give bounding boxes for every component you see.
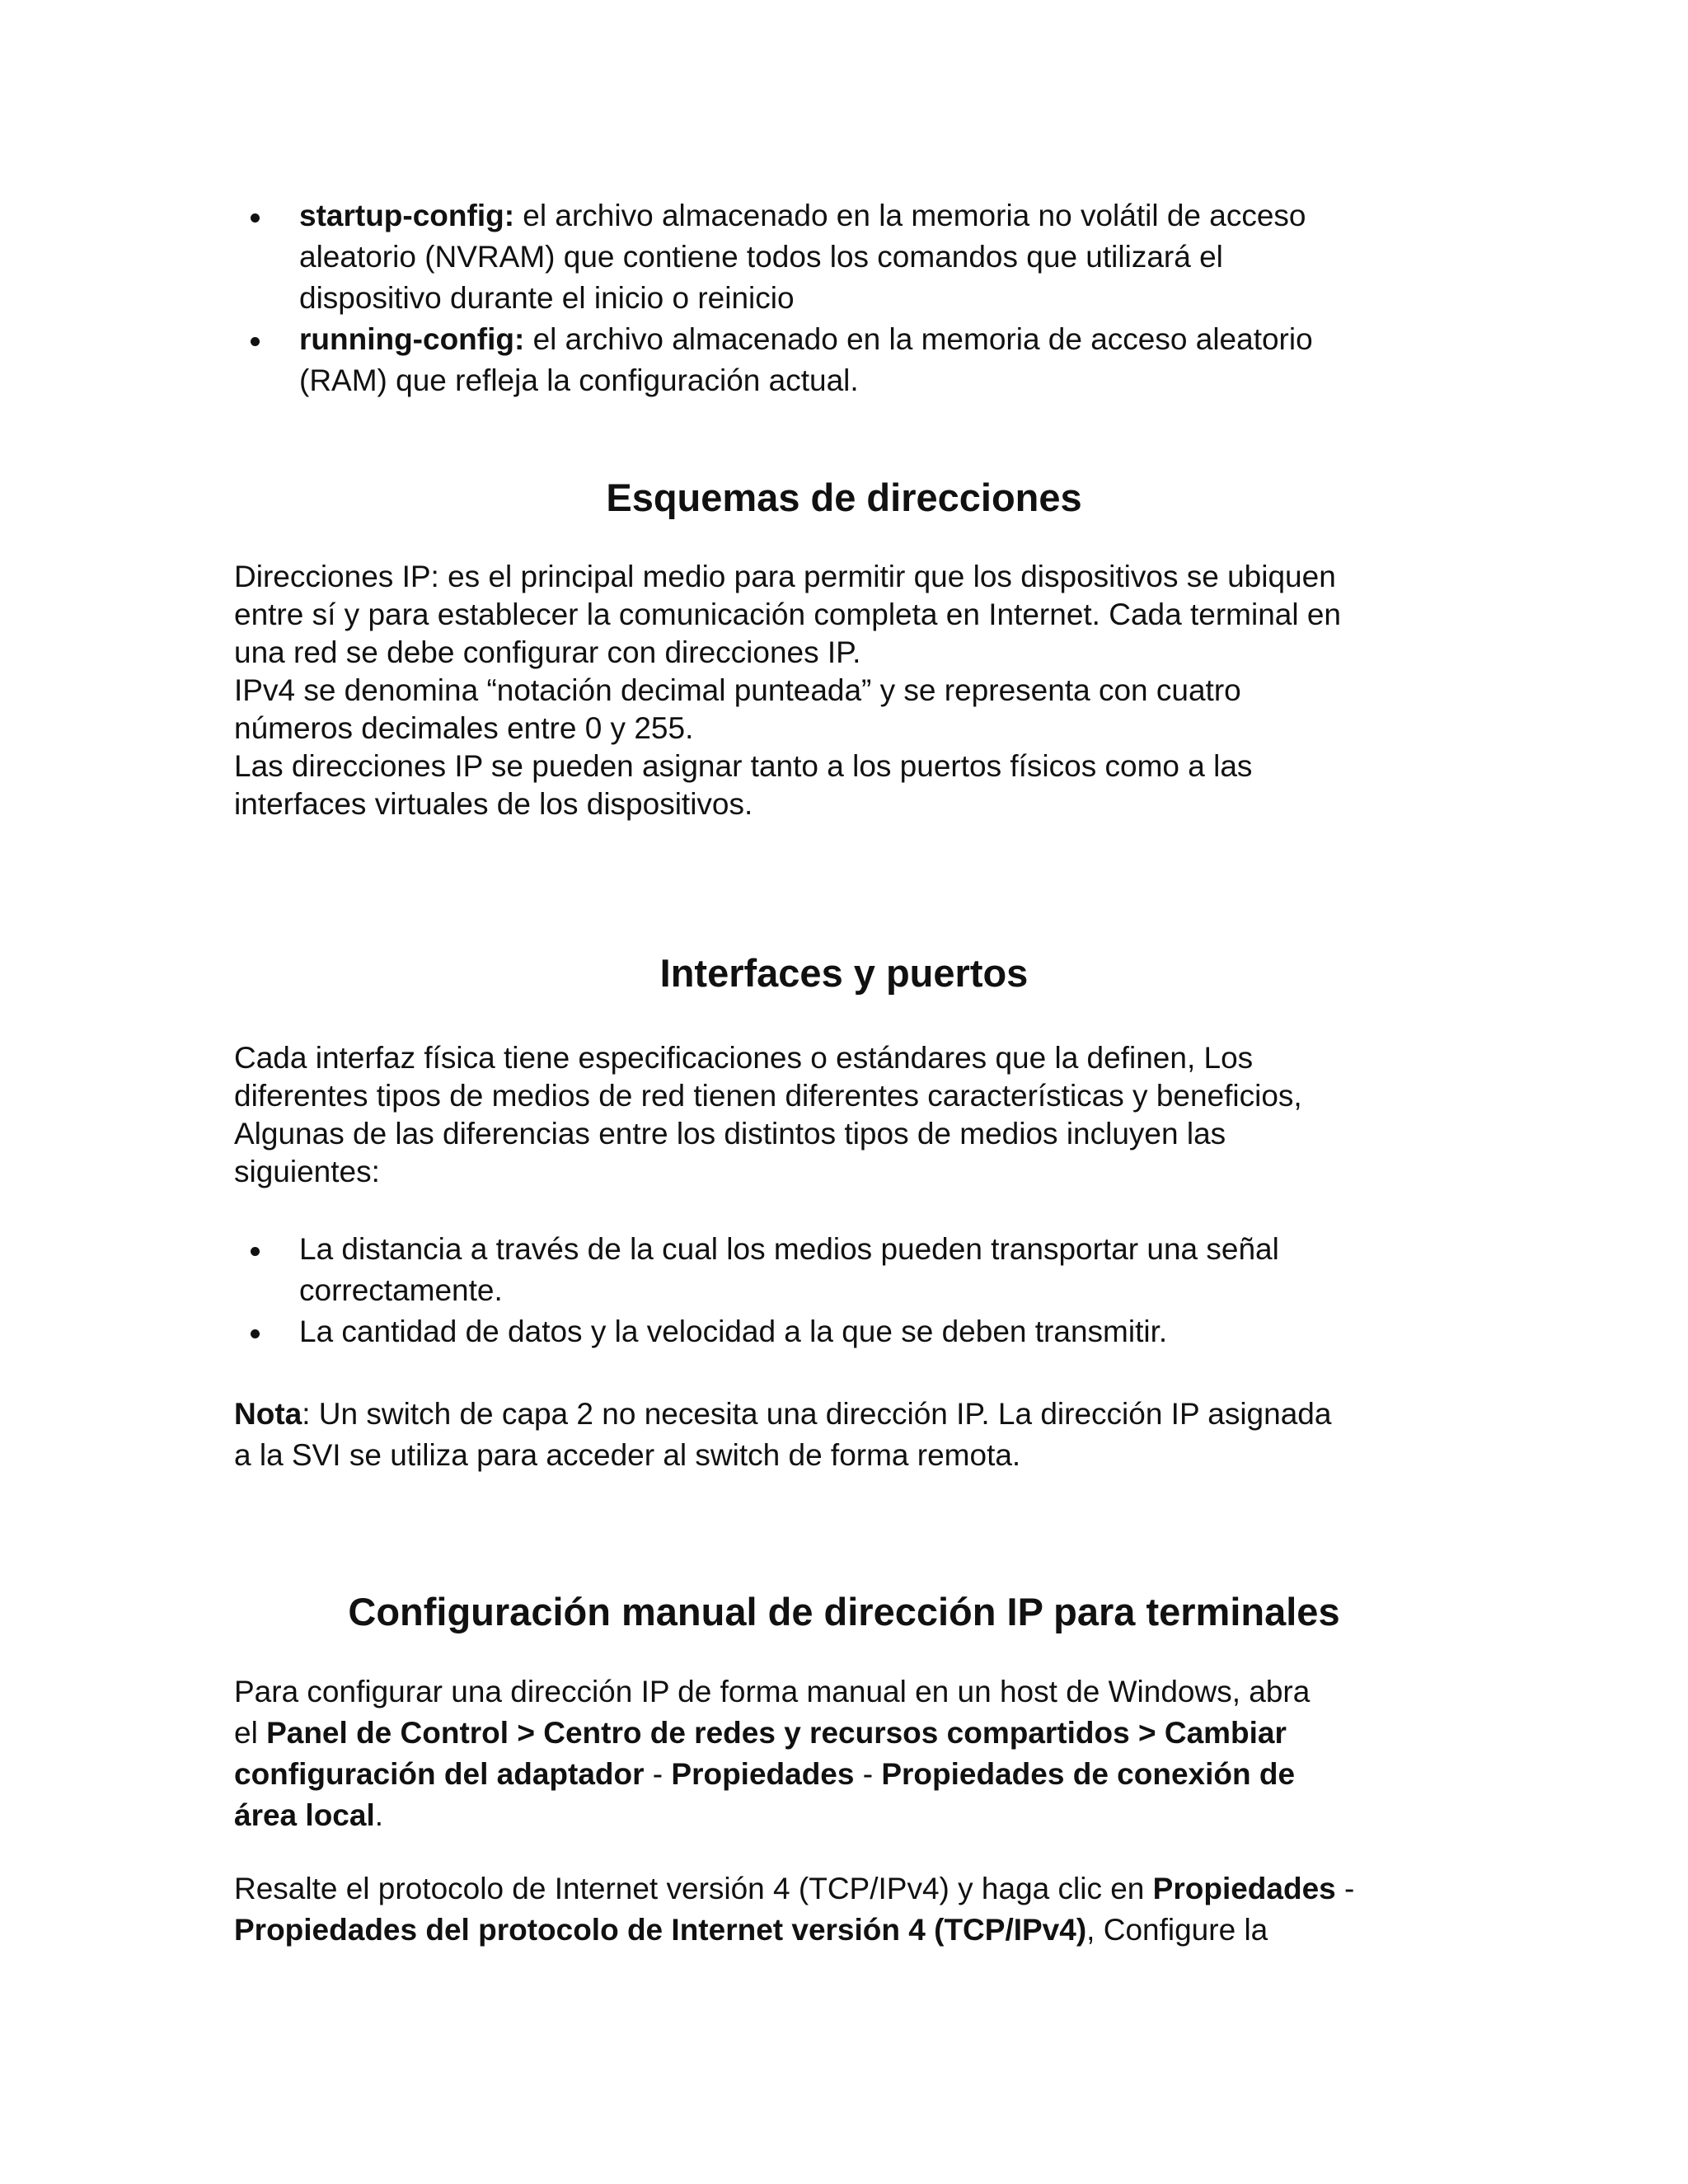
paragraph-direcciones-ip bbox=[234, 558, 1470, 823]
separator-text: - bbox=[854, 1757, 882, 1791]
paragraph-text: Resalte el protocolo de Internet versión 4 (TCP/IPv4) y haga clic en bbox=[234, 1872, 1153, 1905]
list-item bbox=[232, 1311, 1469, 1352]
paragraph-line: Direcciones IP: es el principal medio para permitir que los dispositivos se ubiquen bbox=[234, 560, 1336, 593]
list-item bbox=[232, 1229, 1469, 1311]
paragraph-windows-config bbox=[234, 1671, 1470, 1836]
paragraph-line: una red se debe configurar con direcciones IP. bbox=[234, 635, 861, 669]
menu-path: configuración del adaptador bbox=[234, 1757, 645, 1791]
menu-path: Propiedades bbox=[1152, 1872, 1336, 1905]
paragraph-text: . bbox=[374, 1798, 384, 1832]
separator-text: - bbox=[644, 1757, 672, 1791]
list-item bbox=[232, 195, 1469, 319]
menu-path: área local bbox=[234, 1798, 375, 1832]
list-item-text: el archivo almacenado en la memoria no volátil de acceso bbox=[514, 199, 1306, 232]
note-paragraph bbox=[234, 1394, 1470, 1476]
list-item-text: La cantidad de datos y la velocidad a la que se deben transmitir. bbox=[299, 1315, 1168, 1348]
list-item-term: startup-config: bbox=[299, 199, 515, 232]
section-heading-configuracion: Configuración manual de dirección IP para terminales bbox=[348, 1590, 1340, 1633]
menu-path: Propiedades del protocolo de Internet versión 4 (TCP/IPv4) bbox=[234, 1913, 1087, 1947]
list-item-text: correctamente. bbox=[299, 1273, 503, 1307]
paragraph-line: Para configurar una dirección IP de forma manual en un host de Windows, abra bbox=[234, 1675, 1311, 1708]
paragraph-line: siguientes: bbox=[234, 1155, 380, 1188]
menu-path: Panel de Control > Centro de redes y recursos compartidos > Cambiar bbox=[266, 1716, 1287, 1750]
list-item-term: running-config: bbox=[299, 322, 525, 356]
paragraph-text: el bbox=[234, 1716, 267, 1750]
list-item-text: La distancia a través de la cual los medios pueden transportar una señal bbox=[299, 1232, 1279, 1266]
list-item bbox=[232, 319, 1469, 401]
note-text: a la SVI se utiliza para acceder al switch de forma remota. bbox=[234, 1438, 1021, 1472]
separator-text: - bbox=[1335, 1872, 1355, 1905]
paragraph-line: interfaces virtuales de los dispositivos. bbox=[234, 787, 753, 821]
paragraph-line: IPv4 se denomina “notación decimal punteada” y se representa con cuatro bbox=[234, 673, 1241, 707]
config-files-list bbox=[232, 195, 1469, 401]
section-heading-interfaces: Interfaces y puertos bbox=[659, 951, 1029, 995]
paragraph-tcpip bbox=[234, 1868, 1470, 1951]
note-text: : Un switch de capa 2 no necesita una dirección IP. La dirección IP asignada bbox=[302, 1397, 1332, 1431]
paragraph-line: entre sí y para establecer la comunicación completa en Internet. Cada terminal en bbox=[234, 598, 1342, 631]
list-item-text: aleatorio (NVRAM) que contiene todos los comandos que utilizará el bbox=[299, 240, 1223, 274]
paragraph-line: Las direcciones IP se pueden asignar tanto a los puertos físicos como a las bbox=[234, 749, 1253, 783]
paragraph-line: Cada interfaz física tiene especificaciones o estándares que la definen, Los bbox=[234, 1041, 1254, 1075]
paragraph-line: números decimales entre 0 y 255. bbox=[234, 711, 694, 745]
media-differences-list bbox=[232, 1229, 1469, 1352]
list-item-text: el archivo almacenado en la memoria de acceso aleatorio bbox=[524, 322, 1313, 356]
list-item-text: (RAM) que refleja la configuración actual. bbox=[299, 363, 859, 397]
list-item-text: dispositivo durante el inicio o reinicio bbox=[299, 281, 795, 315]
paragraph-line: Algunas de las diferencias entre los distintos tipos de medios incluyen las bbox=[234, 1117, 1226, 1151]
paragraph-line: diferentes tipos de medios de red tienen diferentes características y beneficios, bbox=[234, 1079, 1302, 1113]
paragraph-interfaces bbox=[234, 1039, 1470, 1191]
menu-path: Propiedades bbox=[671, 1757, 855, 1791]
section-heading-esquemas: Esquemas de direcciones bbox=[606, 476, 1082, 519]
menu-path: Propiedades de conexión de bbox=[881, 1757, 1296, 1791]
paragraph-text: , Configure la bbox=[1086, 1913, 1268, 1947]
note-label: Nota bbox=[234, 1397, 302, 1431]
